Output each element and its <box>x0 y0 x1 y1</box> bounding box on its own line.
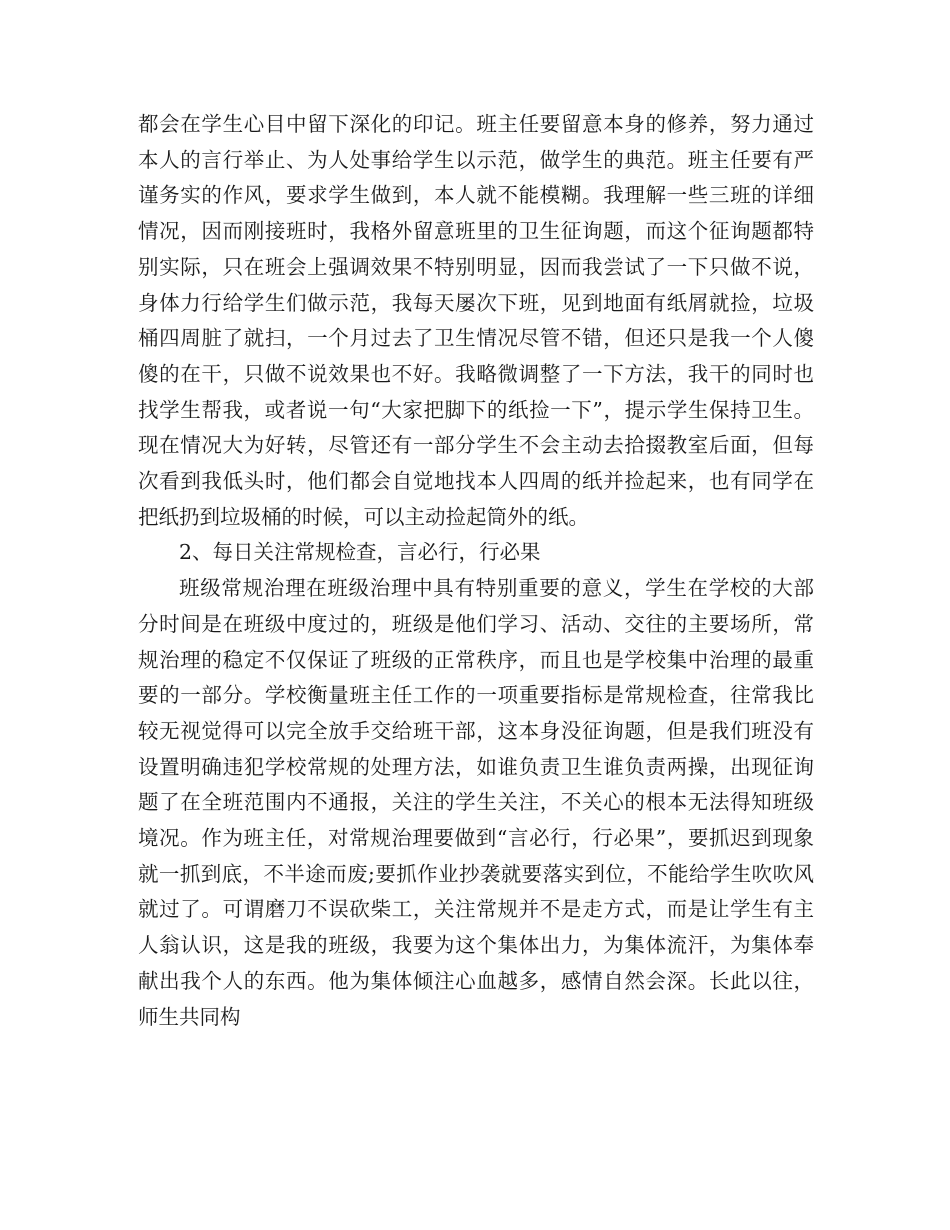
document-page <box>138 107 814 1035</box>
section-heading: 2、每日关注常规检查，言必行，行必果 <box>179 540 541 565</box>
paragraph-intro: 都会在学生心目中留下深化的印记。班主任要留意本身的修养，努力通过本人的言行举止、为人处事给学生以示范，做学生的典范。班主任要有严谨务实的作风，要求学生做到，本人就不能模糊。我理解一些三班的详细情况，因而刚接班时，我格外留意班里的卫生征询题，而这个征询题都特别实际，只在班会上强调效果不特别明显，因而我尝试了一下只做不说，身体力行给学生们做示范，我每天屡次下班，见到地面有纸屑就捡，垃圾桶四周脏了就扫，一个月过去了卫生情况尽管不错，但还只是我一个人傻傻的在干，只做不说效果也不好。我略微调整了一下方法，我干的同时也找学生帮我，或者说一句“大家把脚下的纸捡一下”，提示学生保持卫生。现在情况大为好转，尽管还有一部分学生不会主动去拾掇教室后面，但每次看到我低头时，他们都会自觉地找本人四周的纸并捡起来，也有同学在把纸扔到垃圾桶的时候，可以主动捡起筒外的纸。 <box>138 112 814 529</box>
paragraph-routine-management: 班级常规治理在班级治理中具有特别重要的意义，学生在学校的大部分时间是在班级中度过的，班级是他们学习、活动、交往的主要场所，常规治理的稳定不仅保证了班级的正常秩序，而且也是学校集中治理的最重要的一部分。学校衡量班主任工作的一项重要指标是常规检查，往常我比较无视觉得可以完全放手交给班干部，这本身没征询题，但是我们班没有设置明确违犯学校常规的处理方法，如谁负责卫生谁负责两操，出现征询题了在全班范围内不通报，关注的学生关注，不关心的根本无法得知班级境况。作为班主任，对常规治理要做到“言必行，行必果”，要抓迟到现象就一抓到底，不半途而废;要抓作业抄袭就要落实到位，不能给学生吹吹风就过了。可谓磨刀不误砍柴工，关注常规并不是走方式，而是让学生有主人翁认识，这是我的班级，我要为这个集体出力，为集体流汗，为集体奉献出我个人的东西。他为集体倾注心血越多，感情自然会深。长此以往，师生共同构 <box>138 576 814 1029</box>
